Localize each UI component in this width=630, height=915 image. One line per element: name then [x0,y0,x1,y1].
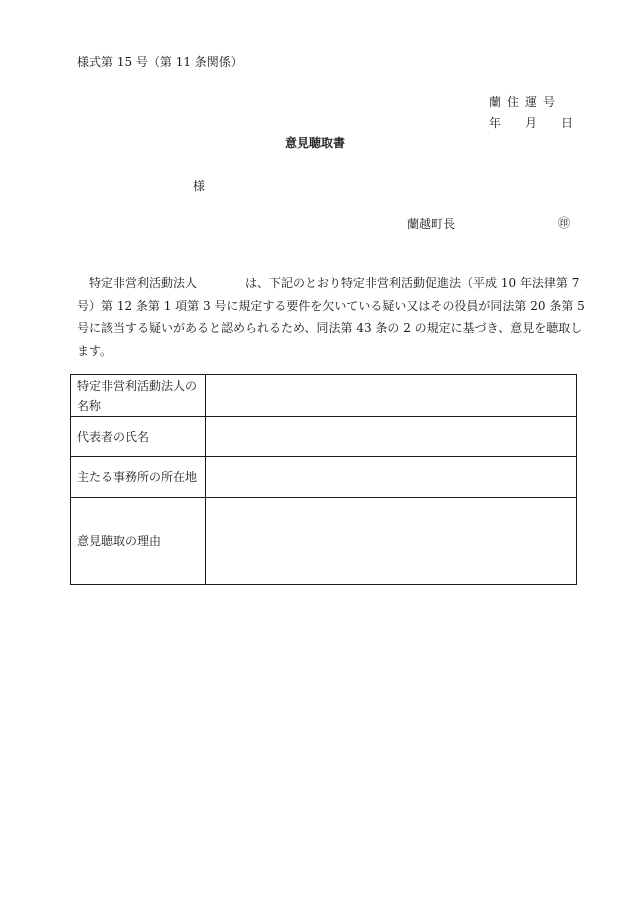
row-label-corporation-name: 特定非営利活動法人の名称 [71,375,206,417]
sender-name: 蘭越町長 [407,217,456,231]
document-title: 意見聴取書 [284,136,345,150]
body-line-1 [77,272,580,295]
date-day-label: 日 [560,116,573,130]
row-value-representative[interactable] [206,417,577,457]
row-value-corporation-name[interactable] [206,375,577,417]
body-line-3: 号に該当する疑いがあると認められるため、同法第 43 条の 2 の規定に基づき、意見を聴取し [77,321,583,335]
date-month-label: 月 [524,116,537,130]
body-line-1-before: 特定非営利活動法人 [89,276,198,290]
body-line-1-after: は、下記のとおり特定非営利活動促進法（平成 10 年法律第 7 [245,276,580,290]
info-table [70,374,577,585]
form-number: 様式第 15 号（第 11 条関係） [77,55,243,69]
body-line-4: ます。 [77,343,113,358]
table-row-office-address [71,457,577,498]
document-number: 蘭住運号 [489,95,562,109]
seal-icon: ㊞ [558,216,571,230]
row-label-office-address: 主たる事務所の所在地 [71,457,206,498]
row-value-office-address[interactable] [206,457,577,498]
table-row-corporation-name [71,375,577,417]
table-row-representative [71,417,577,457]
date-line [489,114,573,131]
row-label-hearing-reason: 意見聴取の理由 [71,498,206,585]
body-line-2: 号）第 12 条第 1 項第 3 号に規定する要件を欠いている疑い又はその役員が同法第 20 条第 5 [77,298,585,313]
addressee-honorific: 様 [193,179,206,193]
row-label-representative: 代表者の氏名 [71,417,206,457]
body-paragraph [77,272,585,362]
table-row-hearing-reason [71,498,577,585]
date-year-label: 年 [489,116,502,130]
row-value-hearing-reason[interactable] [206,498,577,585]
